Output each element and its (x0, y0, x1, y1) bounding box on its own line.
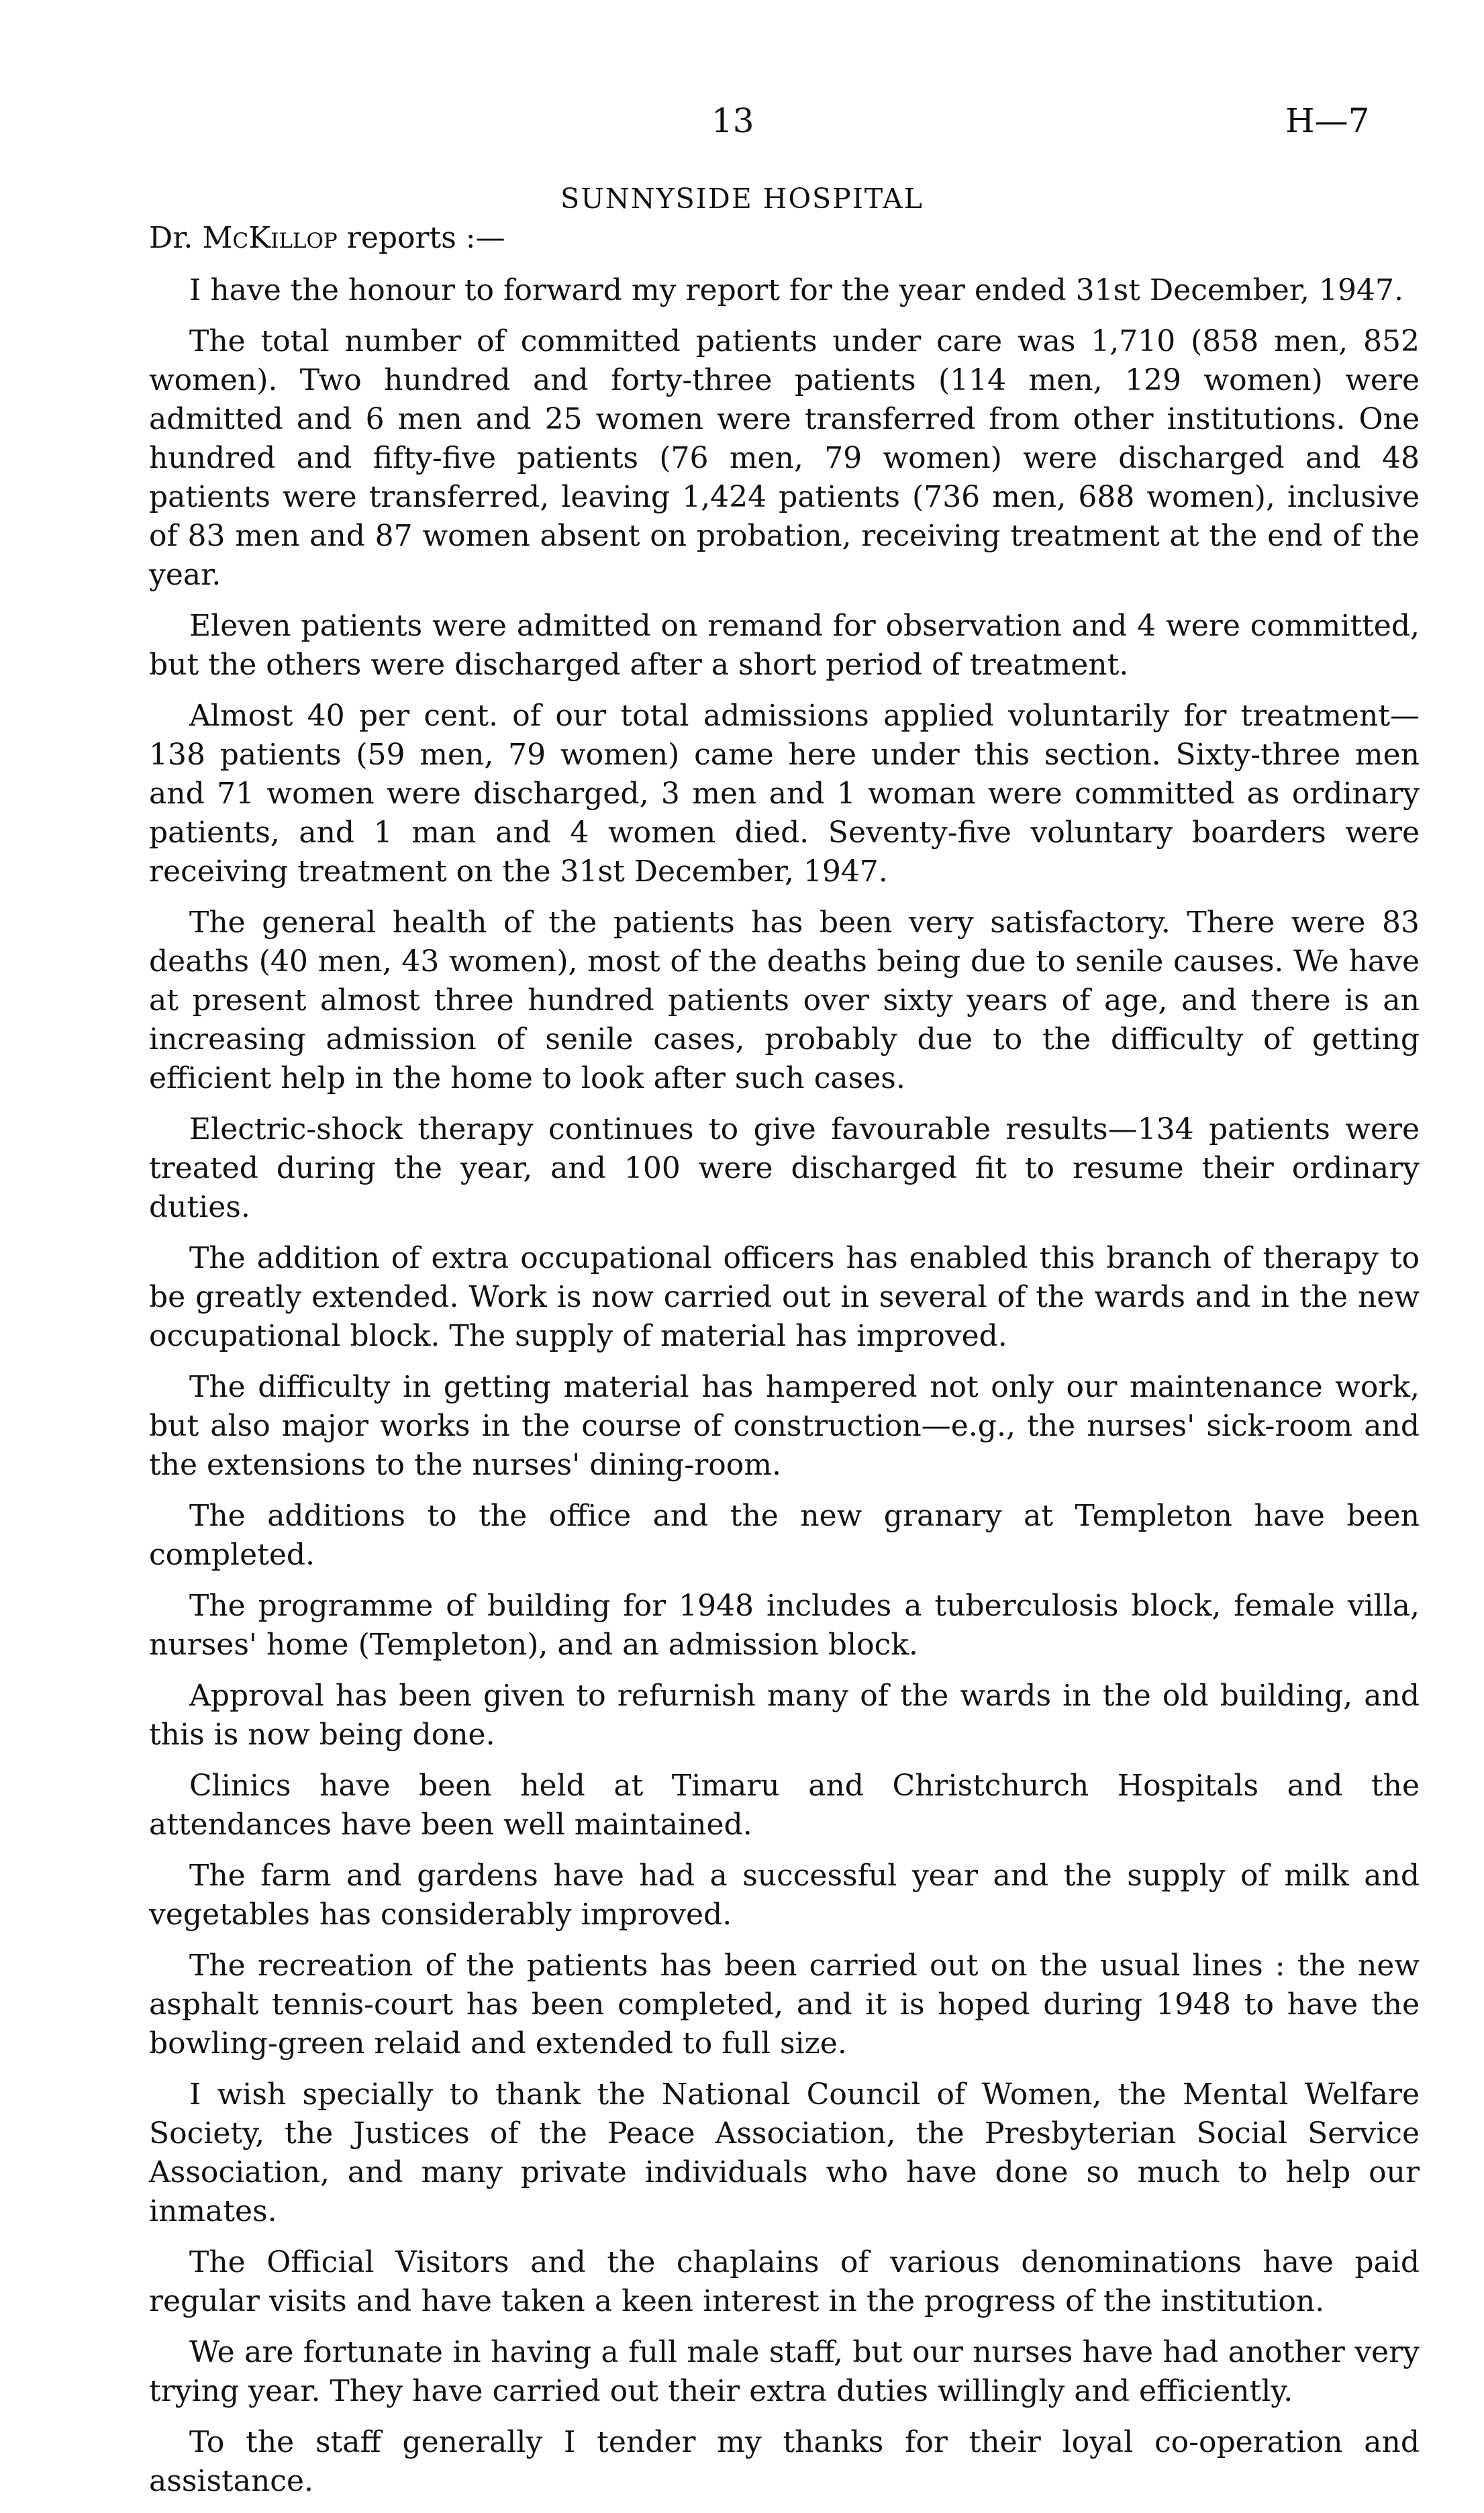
paragraph-shock-therapy: Electric-shock therapy continues to give favourable results—134 patients were treated during the year, and 100 were discharged fit to resume their ordinary duties. (149, 1112, 1420, 1224)
page-number: 13 (711, 101, 754, 140)
paragraph-official-visitors: The Official Visitors and the chaplains of various denominations have paid regular visits and have taken a keen interest in the progress of the institution. (149, 2245, 1420, 2318)
paragraph-staffing: We are fortunate in having a full male staff, but our nurses have had another very trying year. They have carried out their extra duties willingly and efficiently. (149, 2335, 1420, 2408)
paragraph-intro: I have the honour to forward my report for the year ended 31st December, 1947. (189, 273, 1403, 307)
paragraph-material-difficulty: The difficulty in getting material has hampered not only our maintenance work, but also major works in the course of construction—e.g., the nurses' sick-room and the extensions to the nurses' dining-room. (149, 1370, 1420, 1482)
section-title: SUNNYSIDE HOSPITAL (560, 183, 924, 215)
paragraph-building-programme: The programme of building for 1948 includes a tuberculosis block, female villa, nurses' home (Templeton), and an admission block. (149, 1589, 1420, 1662)
author-suffix: reports :— (337, 221, 505, 255)
paragraph-voluntary-admissions: Almost 40 per cent. of our total admissions applied voluntarily for treatment—138 patients (59 men, 79 women) came here under this section. Sixty-three men and 71 women were discharged, 3 men and 1 woman were committed as ordinary patients, and 1 man and 4 women died. Seventy-five voluntary boarders were receiving treatment on the 31st December, 1947. (149, 699, 1420, 889)
author-line (149, 219, 1420, 258)
author-name: McKillop (202, 221, 338, 255)
paragraph-patient-totals: The total number of committed patients under care was 1,710 (858 men, 852 women). Two hundred and forty-three patients (114 men, 129 women) were admitted and 6 men and 25 women were transferred from other institutions. One hundred and fifty-five patients (76 men, 79 women) were discharged and 48 patients were transferred, leaving 1,424 patients (736 men, 688 women), inclusive of 83 men and 87 women absent on probation, receiving treatment at the end of the year. (149, 324, 1420, 592)
paragraph-farm: The farm and gardens have had a successful year and the supply of milk and vegetables has considerably improved. (149, 1859, 1420, 1932)
paragraph-office-additions: The additions to the office and the new granary at Templeton have been completed. (149, 1499, 1420, 1572)
paragraph-recreation: The recreation of the patients has been carried out on the usual lines : the new asphalt tennis-court has been completed, and it is hoped during 1948 to have the bowling-green relaid and extended to full size. (149, 1949, 1420, 2061)
paragraph-staff-thanks: To the staff generally I tender my thanks for their loyal co-operation and assistance. (149, 2425, 1420, 2498)
paragraph-general-health: The general health of the patients has been very satisfactory. There were 83 deaths (40 men, 43 women), most of the deaths being due to senile causes. We have at present almost three hundred patients over sixty years of age, and there is an increasing admission of senile cases, probably due to the difficulty of getting efficient help in the home to look after such cases. (149, 905, 1420, 1095)
report-body (149, 219, 1420, 2513)
paragraph-remand: Eleven patients were admitted on remand for observation and 4 were committed, but the others were discharged after a short period of treatment. (149, 609, 1420, 682)
paragraph-clinics: Clinics have been held at Timaru and Christchurch Hospitals and the attendances have been well maintained. (149, 1769, 1420, 1842)
paragraph-refurnish: Approval has been given to refurnish many of the wards in the old building, and this is now being done. (149, 1679, 1420, 1752)
paragraph-occupational-therapy: The addition of extra occupational officers has enabled this branch of therapy to be greatly extended. Work is now carried out in several of the wards and in the new occupational block. The supply of material has improved. (149, 1241, 1420, 1353)
paragraph-thanks-organisations: I wish specially to thank the National Council of Women, the Mental Welfare Society, the Justices of the Peace Association, the Presbyterian Social Service Association, and many private individuals who have done so much to help our inmates. (149, 2077, 1420, 2228)
document-reference: H—7 (1285, 101, 1370, 140)
page-header (0, 101, 1484, 154)
author-prefix: Dr. (149, 221, 203, 255)
